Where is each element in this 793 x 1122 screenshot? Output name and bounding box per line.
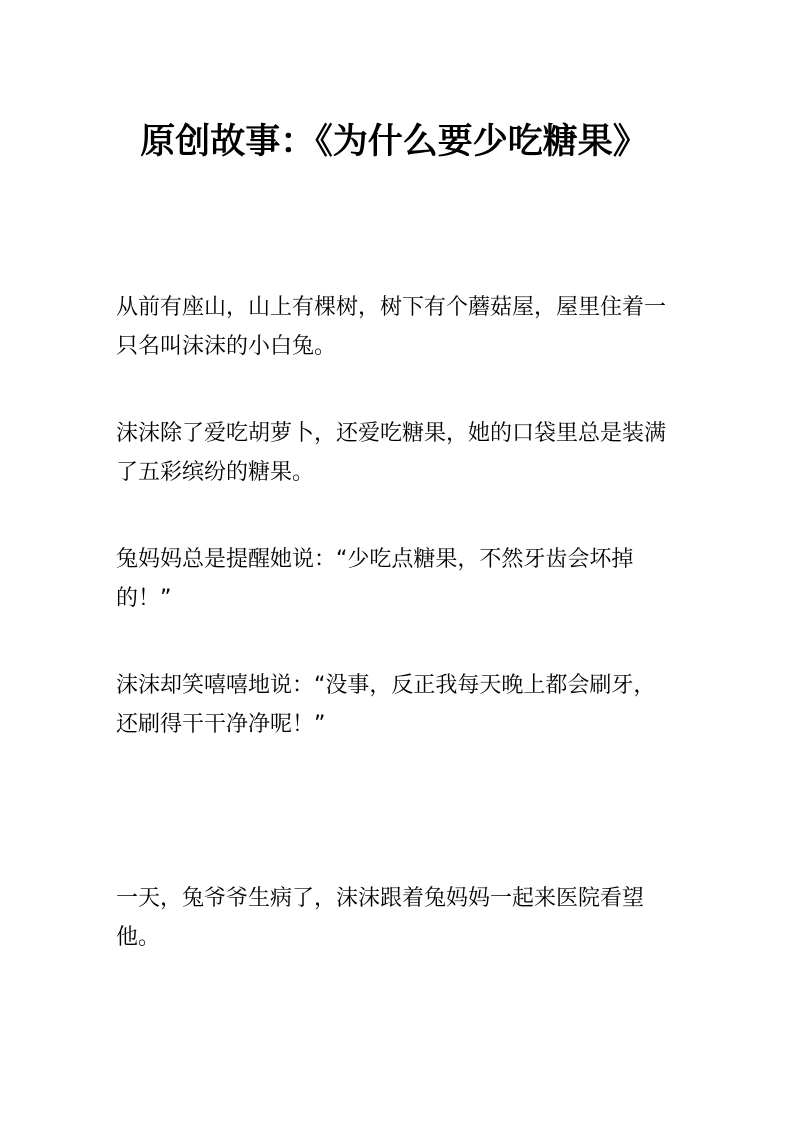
story-title: 原创故事：《为什么要少吃糖果》	[140, 122, 648, 162]
story-paragraph-4: 沫沫却笑嘻嘻地说：“没事，反正我每天晚上都会刷牙，还刷得干干净净呢！”	[116, 673, 656, 737]
story-paragraph-1: 从前有座山，山上有棵树，树下有个蘑菇屋，屋里住着一只名叫沫沫的小白兔。	[116, 295, 667, 359]
story-paragraph-5: 一天，兔爷爷生病了，沫沫跟着兔妈妈一起来医院看望他。	[116, 886, 645, 950]
story-paragraph-3: 兔妈妈总是提醒她说：“少吃点糖果，不然牙齿会坏掉的！”	[116, 547, 634, 611]
story-paragraph-2: 沫沫除了爱吃胡萝卜，还爱吃糖果，她的口袋里总是装满了五彩缤纷的糖果。	[116, 421, 667, 485]
story-blank-line	[116, 792, 672, 831]
